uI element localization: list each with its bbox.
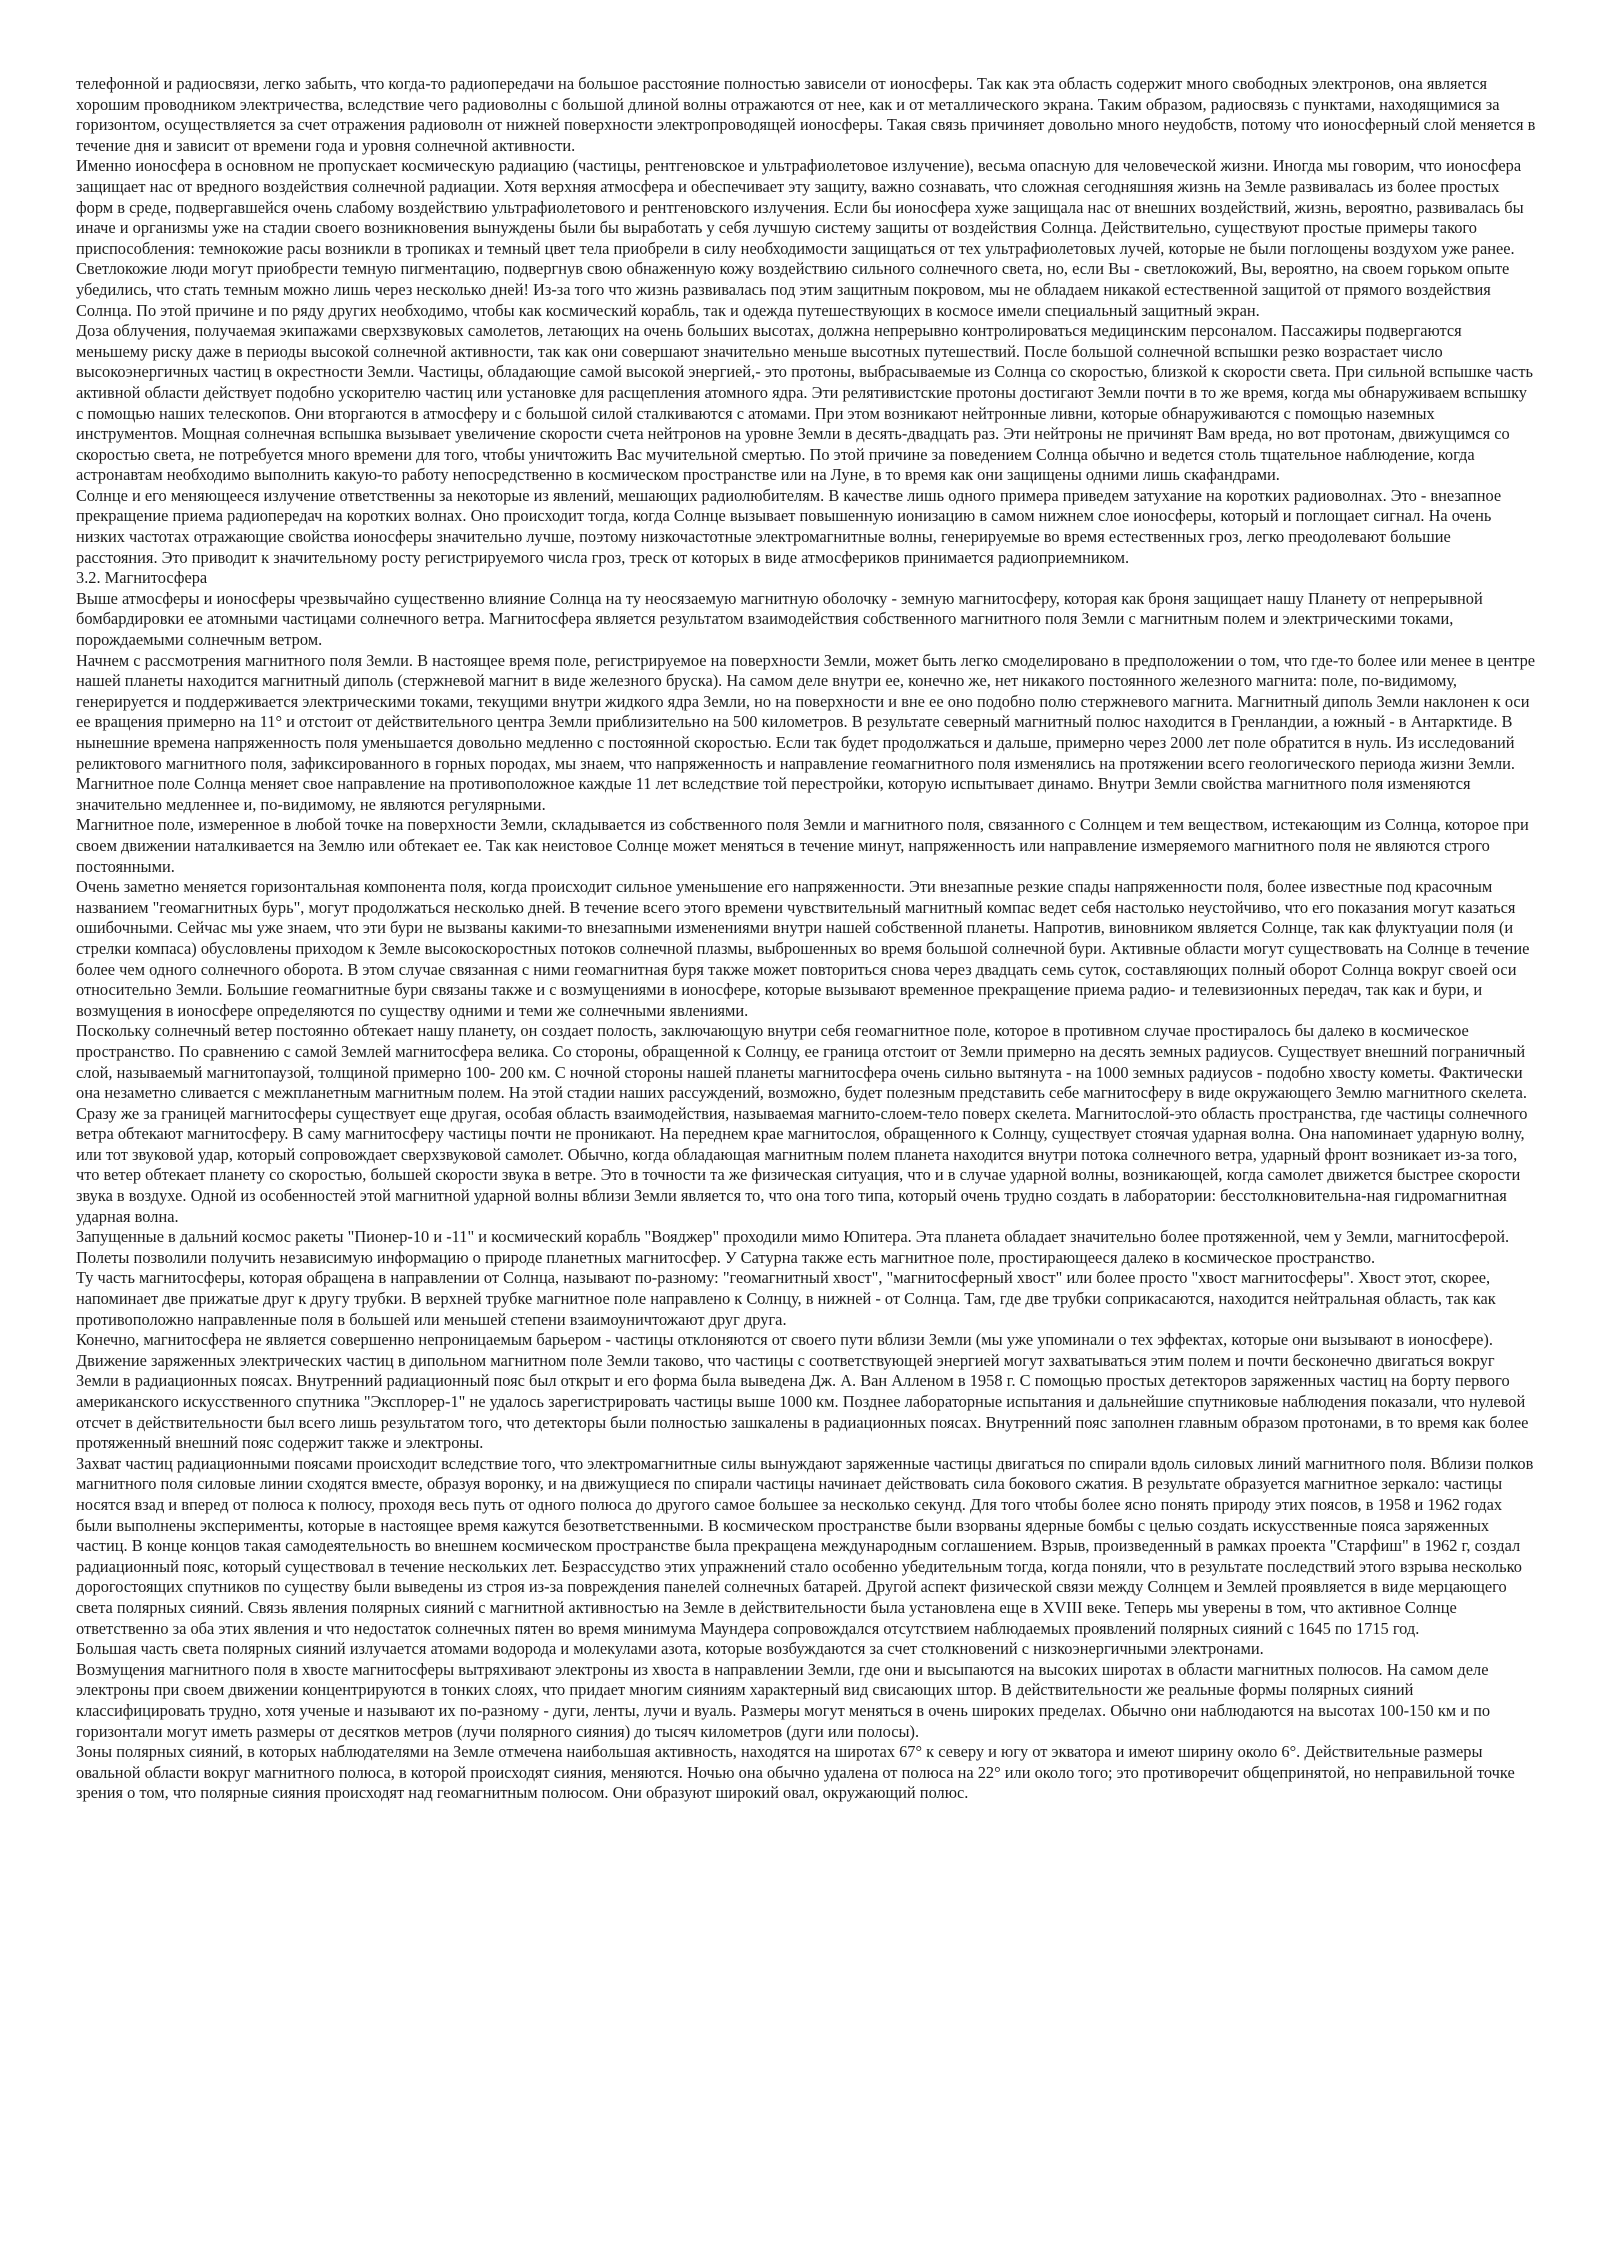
paragraph: Очень заметно меняется горизонтальная компонента поля, когда происходит сильное уменьшение его напряженности. Эти внезапные резкие спады напряженности поля, более известные под красочным названием "геомагнитных бурь", могут продолжаться несколько дней. В течение всего этого времени чувствительный магнитный компас ведет себя настолько неустойчиво, что его показания могут казаться ошибочными. Сейчас мы уже знаем, что эти бури не вызваны какими-то внезапными изменениями внутри нашей собственной планеты. Напротив, виновником является Солнце, так как флуктуации поля (и стрелки компаса) обусловлены приходом к Земле высокоскоростных потоков солнечной плазмы, выброшенных во время большой солнечной бури. Активные области могут существовать на Солнце в течение более чем одного солнечного оборота. В этом случае связанная с ними геомагнитная буря также может повториться снова через двадцать семь суток, составляющих полный оборот Солнца вокруг своей оси относительно Земли. Большие геомагнитные бури связаны также и с возмущениями в ионосфере, которые вызывают временное прекращение приема радио- и телевизионных передач, так как и бури, и возмущения в ионосфере определяются по существу одними и теми же солнечными явлениями. [76,877,1530,1020]
paragraph: Начнем с рассмотрения магнитного поля Земли. В настоящее время поле, регистрируемое на поверхности Земли, может быть легко смоделировано в предположении о том, что где-то более или менее в центре нашей планеты находится магнитный диполь (стержневой магнит в виде железного бруска). На самом деле внутри ее, конечно же, нет никакого постоянного железного магнита: поле, по-видимому, генерируется и поддерживается электрическими токами, текущими внутри жидкого ядра Земли, но на поверхности и вне ее оно подобно полю стержневого магнита. Магнитный диполь Земли наклонен к оси ее вращения примерно на 11° и отстоит от действительного центра Земли приблизительно на 500 километров. В результате северный магнитный полюс находится в Гренландии, а южный - в Антарктиде. В нынешние времена напряженность поля уменьшается довольно медленно с постоянной скоростью. Если так будет продолжаться и дальше, примерно через 2000 лет поле обратится в нуль. Из исследований реликтового магнитного поля, зафиксированного в горных породах, мы знаем, что напряженность и направление геомагнитного поля изменялись на протяжении всего геологического периода жизни Земли. Магнитное поле Солнца меняет свое направление на противоположное каждые 11 лет вследствие той перестройки, которую испытывает динамо. Внутри Земли свойства магнитного поля изменяются значительно медленнее и, по-видимому, не являются регулярными. [76,650,1536,814]
paragraph: телефонной и радиосвязи, легко забыть, что когда-то радиопередачи на большое расстояние полностью зависели от ионосферы. Так как эта область содержит много свободных электронов, она является хорошим проводником электричества, вследствие чего радиоволны с большой длиной волны отражаются от нее, как и от металлического экрана. Таким образом, радиосвязь с пунктами, находящимися за горизонтом, осуществляется за счет отражения радиоволн от нижней поверхности электропроводящей ионосферы. Такая связь причиняет довольно много неудобств, потому что ионосферный слой меняется в течение дня и зависит от времени года и уровня солнечной активности. [76,74,1536,155]
paragraph: Солнце и его меняющееся излучение ответственны за некоторые из явлений, мешающих радиолюбителям. В качестве лишь одного примера приведем затухание на коротких радиоволнах. Это - внезапное прекращение приема радиопередач на коротких волнах. Оно происходит тогда, когда Солнце вызывает повышенную ионизацию в самом нижнем слое ионосферы, который и поглощает сигнал. На очень низких частотах отражающие свойства ионосферы значительно лучше, поэтому низкочастотные электромагнитные волны, генерируемые во время естественных гроз, легко преодолевают большие расстояния. Это приводит к значительному росту регистрируемого числа гроз, треск от которых в виде атмосфериков принимается радиоприемником. [76,485,1502,567]
paragraph: Конечно, магнитосфера не является совершенно непроницаемым барьером - частицы отклоняются от своего пути вблизи Земли (мы уже упоминали о тех эффектах, которые они вызывают в ионосфере). Движение заряженных электрических частиц в дипольном магнитном поле Земли таково, что частицы с соответствующей энергией могут захватываться этим полем и почти бесконечно двигаться вокруг Земли в радиационных поясах. Внутренний радиационный пояс был открыт и его форма была выведена Дж. А. Ван Алленом в 1958 г. С помощью простых детекторов заряженных частиц на борту первого американского искусственного спутника "Эксплорер-1" не удалось зарегистрировать частицы выше 1000 км. Позднее лабораторные испытания и дальнейшие спутниковые наблюдения показали, что нулевой отсчет в действительности был всего лишь результатом того, что детекторы были полностью зашкалены в радиационных поясах. Внутренний пояс заполнен главным образом протонами, в то время как более протяженный внешний пояс содержит также и электроны. [76,1330,1529,1453]
paragraph: Возмущения магнитного поля в хвосте магнитосферы вытряхивают электроны из хвоста в направлении Земли, где они и высыпаются на высоких широтах в области магнитных полюсов. На самом деле электроны при своем движении концентрируются в тонких слоях, что придает многим сияниям характерный вид свисающих штор. В действительности же реальные формы полярных сияний классифицировать трудно, хотя ученые и называют их по-разному - дуги, ленты, лучи и вуаль. Размеры могут меняться в очень широких пределах. Обычно они наблюдаются на высотах 100-150 км и по горизонтали могут иметь размеры от десятков метров (лучи полярного сияния) до тысяч километров (дуги или полосы). [76,1659,1491,1741]
paragraph: Магнитное поле, измеренное в любой точке на поверхности Земли, складывается из собственного поля Земли и магнитного поля, связанного с Солнцем и тем веществом, истекающим из Солнца, которое при своем движении наталкивается на Землю или обтекает ее. Так как неистовое Солнце может меняться в течение минут, напряженность или направление измеряемого магнитного поля не являются строго постоянными. [76,815,1529,876]
paragraph: Запущенные в дальний космос ракеты "Пионер-10 и -11" и космический корабль "Вояджер" проходили мимо Юпитера. Эта планета обладает значительно более протяженной, чем у Земли, магнитосферой. Полеты позволили получить независимую информацию о природе планетных магнитосфер. У Сатурна также есть магнитное поле, простирающееся далеко в космическое пространство. [76,1227,1510,1267]
paragraph: Большая часть света полярных сияний излучается атомами водорода и молекулами азота, которые возбуждаются за счет столкновений с низкоэнергичными электронами. [76,1639,1264,1659]
paragraph: Захват частиц радиационными поясами происходит вследствие того, что электромагнитные силы вынуждают заряженные частицы двигаться по спирали вдоль силовых линий магнитного поля. Вблизи полков магнитного поля силовые линии сходятся вместе, образуя воронку, и на движущиеся по спирали частицы начинает действовать сила бокового сжатия. В результате образуется магнитное зеркало: частицы носятся взад и вперед от полюса к полюсу, проходя весь путь от одного полюса до другого самое большее за несколько секунд. Для того чтобы более ясно понять природу этих поясов, в 1958 и 1962 годах были выполнены эксперименты, которые в настоящее время кажутся безответственными. В космическом пространстве были взорваны ядерные бомбы с целью создать искусственные пояса заряженных частиц. В конце концов такая самодеятельность во внешнем космическом пространстве была прекращена международным соглашением. Взрыв, произведенный в рамках проекта "Старфиш" в 1962 г, создал радиационный пояс, который существовал в течение нескольких лет. Безрассудство этих упражнений стало особенно убедительным тогда, когда поняли, что в результате последствий этого взрыва несколько дорогостоящих спутников по существу были выведены из строя из-за повреждения панелей солнечных батарей. Другой аспект физической связи между Солнцем и Землей проявляется в виде мерцающего света полярных сияний. Связь явления полярных сияний с магнитной активностью на Земле в действительности была установлена еще в XVIII веке. Теперь мы уверены в том, что активное Солнце ответственно за оба этих явления и что недостаток солнечных пятен во время минимума Маундера сопровождался отсутствием наблюдаемых проявлений полярных сияний с 1645 по 1715 год. [76,1453,1534,1638]
paragraph: Зоны полярных сияний, в которых наблюдателями на Земле отмечена наибольшая активность, находятся на широтах 67° к северу и югу от экватора и имеют ширину около 6°. Действительные размеры овальной области вокруг магнитного полюса, в которой происходят сияния, меняются. Ночью она обычно удалена от полюса на 22° или около того; это противоречит общепринятой, но неправильной точке зрения о том, что полярные сияния происходят над геомагнитным полюсом. Они образуют широкий овал, окружающий полюс. [76,1742,1515,1803]
section-heading: 3.2. Магнитосфера [76,568,208,588]
paragraphs-after [76,589,1536,1804]
paragraph: Доза облучения, получаемая экипажами сверхзвуковых самолетов, летающих на очень больших высотах, должна непрерывно контролироваться медицинским персоналом. Пассажиры подвергаются меньшему риску даже в периоды высокой солнечной активности, так как они совершают значительно меньше высотных путешествий. После большой солнечной вспышки резко возрастает число высокоэнергичных частиц в окрестности Земли. Частицы, обладающие самой высокой энергией,- это протоны, выбрасываемые из Солнца со скоростью, близкой к скорости света. При сильной вспышке часть активной области действует подобно ускорителю частиц или установке для расщепления атомного ядра. Эти релятивистские протоны достигают Земли почти в то же время, когда мы обнаруживаем вспышку с помощью наших телескопов. Они вторгаются в атмосферу и с большой силой сталкиваются с атомами. При этом возникают нейтронные ливни, которые обнаруживаются с помощью наземных инструментов. Мощная солнечная вспышка вызывает увеличение скорости счета нейтронов на уровне Земли в десять-двадцать раз. Эти нейтроны не причинят Вам вреда, но вот протонам, движущимся со скоростью света, не потребуется много времени для того, чтобы уничтожить Вас мучительной смертью. По этой причине за поведением Солнца обычно и ведется столь тщательное наблюдение, когда астронавтам необходимо выполнить какую-то работу непосредственно в космическом пространстве или на Луне, в то время как они защищены одними лишь скафандрами. [76,321,1533,485]
paragraph: Именно ионосфера в основном не пропускает космическую радиацию (частицы, рентгеновское и ультрафиолетовое излучение), весьма опасную для человеческой жизни. Иногда мы говорим, что ионосфера защищает нас от вредного воздействия солнечной радиации. Хотя верхняя атмосфера и обеспечивает эту защиту, важно сознавать, что сложная сегодняшняя жизнь на Земле развивалась из более простых форм в среде, подвергавшейся очень слабому воздействию ультрафиолетового и рентгеновского излучения. Если бы ионосфера хуже защищала нас от внешних воздействий, жизнь, вероятно, развивалась бы иначе и организмы уже на стадии своего возникновения вынуждены были бы выработать у себя лучшую систему защиты от воздействия Солнца. Действительно, существуют простые примеры такого приспособления: темнокожие расы возникли в тропиках и темный цвет тела приобрели в силу необходимости защищаться от тех ультрафиолетовых лучей, которые не были поглощены воздухом уже ранее. Светлокожие люди могут приобрести темную пигментацию, подвергнув свою обнаженную кожу воздействию сильного солнечного света, но, если Вы - светлокожий, Вы, вероятно, на своем горьком опыте убедились, что стать темным можно лишь через несколько дней! Из-за того что жизнь развивалась под этим защитным покровом, мы не обладаем никакой естественной защитой от прямого воздействия Солнца. По этой причине и по ряду других необходимо, чтобы как космический корабль, так и одежда путешествующих в космосе имели специальный защитный экран. [76,156,1524,320]
paragraph: Выше атмосферы и ионосферы чрезвычайно существенно влияние Солнца на ту неосязаемую магнитную оболочку - земную магнитосферу, которая как броня защищает нашу Планету от непрерывной бомбардировки ее атомными частицами солнечного ветра. Магнитосфера является результатом взаимодействия собственного магнитного поля Земли с магнитным полем и электрическими токами, порождаемыми солнечным ветром. [76,588,1483,650]
paragraph: Ту часть магнитосферы, которая обращена в направлении от Солнца, называют по-разному: "геомагнитный хвост", "магнитосферный хвост" или более просто "хвост магнитосферы". Хвост этот, скорее, напоминает две прижатые друг к другу трубки. В верхней трубке магнитное поле направлено к Солнцу, в нижней - от Солнца. Там, где две трубки соприкасаются, находится нейтральная область, так как противоположно направленные поля в большей или меньшей степени взаимоуничтожают друг друга. [76,1268,1496,1329]
paragraphs-before [76,74,1536,568]
paragraph: Поскольку солнечный ветер постоянно обтекает нашу планету, он создает полость, заключающую внутри себя геомагнитное поле, которое в противном случае простиралось бы далеко в космическое пространство. По сравнению с самой Землей магнитосфера велика. Со стороны, обращенной к Солнцу, ее граница отстоит от Земли примерно на десять земных радиусов. Существует внешний пограничный слой, называемый магнитопаузой, толщиной примерно 100- 200 км. С ночной стороны нашей планеты магнитосфера очень сильно вытянута - на 1000 земных радиусов - подобно хвосту кометы. Фактически она незаметно сливается с межпланетным магнитным полем. На этой стадии наших рассуждений, возможно, будет полезным представить себе магнитосферу в виде окружающего Землю магнитного скелета. Сразу же за границей магнитосферы существует еще другая, особая область взаимодействия, называемая магнито-слоем-тело поверх скелета. Магнитослой-это область пространства, где частицы солнечного ветра обтекают магнитосферу. В саму магнитосферу частицы почти не проникают. На переднем крае магнитослоя, обращенного к Солнцу, существует стоячая ударная волна. Она напоминает ударную волну, или тот звуковой удар, который сопровождает сверхзвуковой самолет. Обычно, когда обладающая магнитным полем планета находится внутри потока солнечного ветра, ударный фронт возникает из-за того, что ветер обтекает планету со скоростью, большей скорости звука в ветре. Это в точности та же физическая ситуация, что и в случае ударной волны, возникающей, когда самолет движется быстрее скорости звука в воздухе. Одной из особенностей этой магнитной ударной волны вблизи Земли является то, что она того типа, который очень трудно создать в лаборатории: бесстолкновительна-ная гидромагнитная ударная волна. [76,1021,1528,1226]
